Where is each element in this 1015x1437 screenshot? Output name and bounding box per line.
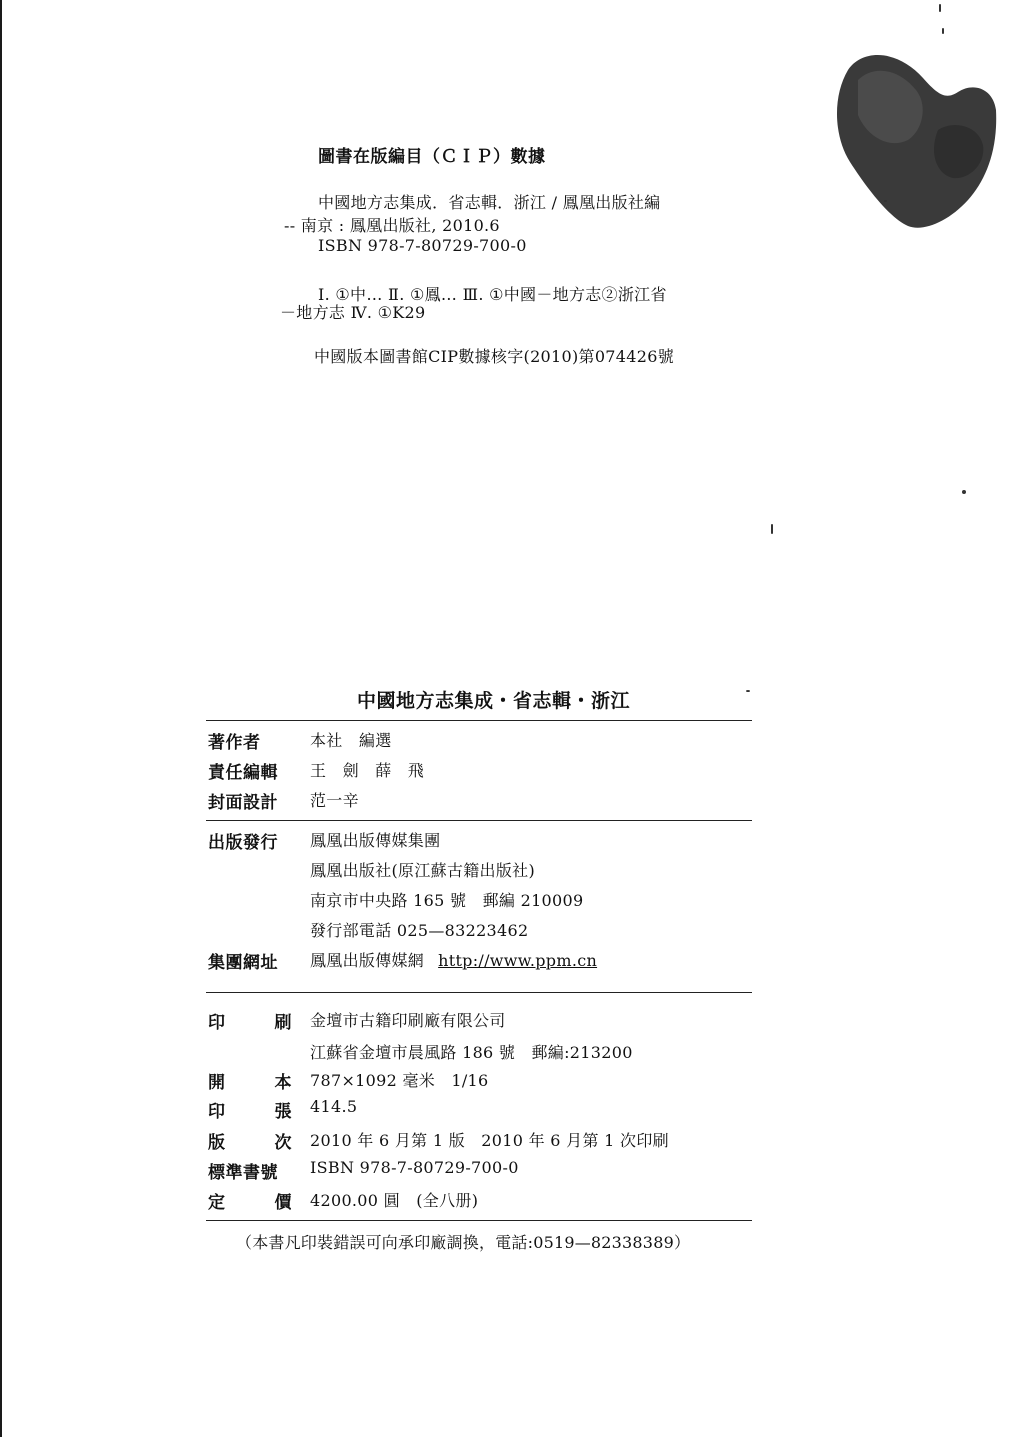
- colophon-title: 中國地方志集成・省志輯・浙江: [357, 690, 631, 712]
- author-row: [208, 728, 756, 754]
- speck-3: [746, 690, 750, 692]
- publisher-address: 南京市中央路 165 號 郵編 210009: [310, 891, 584, 910]
- isbn-row: [208, 1158, 756, 1184]
- printer-row: [208, 1008, 756, 1034]
- edition-label-char-2: 次: [274, 1133, 292, 1153]
- website-label: 集團網址: [208, 953, 278, 973]
- publisher-row-2: [208, 858, 756, 884]
- sheets-label: [208, 1097, 292, 1122]
- format-value: 787×1092 毫米 1/16: [310, 1071, 489, 1090]
- editor-value: 王 劍 薛 飛: [310, 761, 425, 780]
- printer-label-char-2: 刷: [274, 1013, 292, 1033]
- cip-isbn-line: ISBN 978-7-80729-700-0: [318, 236, 527, 255]
- publisher-phone: 發行部電話 025—83223462: [310, 921, 529, 940]
- price-label-char-2: 價: [274, 1193, 292, 1213]
- speck-1: [962, 490, 966, 494]
- cip-publication-line: -- 南京 : 鳳凰出版社, 2010.6: [284, 216, 500, 235]
- cip-record-number: 中國版本圖書館CIP數據核字(2010)第074426號: [314, 347, 675, 366]
- publisher-name: 鳳凰出版社(原江蘇古籍出版社): [310, 861, 535, 880]
- edition-value: 2010 年 6 月第 1 版 2010 年 6 月第 1 次印刷: [310, 1131, 669, 1150]
- price-label: [208, 1188, 292, 1213]
- rule-3: [206, 992, 752, 993]
- format-row: [208, 1068, 756, 1094]
- sheets-label-char-2: 張: [274, 1102, 292, 1122]
- website-link[interactable]: http://www.ppm.cn: [438, 951, 598, 970]
- publisher-row-3: [208, 888, 756, 914]
- sheets-label-char-1: 印: [208, 1102, 226, 1122]
- printer-label: [208, 1008, 292, 1033]
- format-label-char-1: 開: [208, 1073, 226, 1093]
- author-value: 本社 編選: [310, 731, 392, 750]
- isbn-value: ISBN 978-7-80729-700-0: [310, 1158, 519, 1177]
- sheets-row: [208, 1097, 756, 1123]
- publisher-label: 出版發行: [208, 833, 278, 853]
- rule-bottom: [206, 1220, 752, 1221]
- cover-design-label: 封面設計: [208, 793, 278, 813]
- cip-heading: 圖書在版編目（ＣＩＰ）數據: [318, 147, 546, 167]
- publisher-row-4: [208, 918, 756, 944]
- format-label-char-2: 本: [274, 1073, 292, 1093]
- edition-label: [208, 1128, 292, 1153]
- price-label-char-1: 定: [208, 1193, 226, 1213]
- printer-label-char-1: 印: [208, 1013, 226, 1033]
- editor-row: [208, 758, 756, 784]
- page-edge: [0, 0, 2, 1437]
- cip-title-line: 中國地方志集成．省志輯．浙江 / 鳳凰出版社編: [318, 193, 661, 212]
- price-row: [208, 1188, 756, 1214]
- rule-top: [206, 720, 752, 721]
- cip-subject-line-2: －地方志 Ⅳ. ①K29: [280, 303, 426, 322]
- rule-2: [206, 820, 752, 821]
- cover-design-row: [208, 788, 756, 814]
- cover-design-value: 范一辛: [310, 791, 359, 810]
- footnote: （本書凡印裝錯誤可向承印廠調換，電話:0519—82338389）: [236, 1233, 691, 1252]
- editor-label: 責任編輯: [208, 763, 278, 783]
- ink-smudge: [828, 40, 998, 240]
- publisher-row: [208, 828, 756, 854]
- publisher-group: 鳳凰出版傳媒集團: [310, 831, 441, 850]
- website-row: [208, 948, 756, 974]
- speck-5: [942, 28, 944, 34]
- price-value: 4200.00 圓 (全八册): [310, 1191, 479, 1210]
- speck-2: [771, 524, 773, 534]
- format-label: [208, 1068, 292, 1093]
- printer-address: 江蘇省金壇市晨風路 186 號 郵編:213200: [310, 1043, 633, 1062]
- sheets-value: 414.5: [310, 1097, 358, 1116]
- author-label: 著作者: [208, 733, 261, 753]
- speck-6: [884, 200, 887, 202]
- printer-row-2: [208, 1040, 756, 1066]
- edition-row: [208, 1128, 756, 1154]
- cip-subject-line: Ⅰ. ①中… Ⅱ. ①鳳… Ⅲ. ①中國－地方志②浙江省: [318, 285, 667, 304]
- isbn-label: 標準書號: [208, 1163, 278, 1183]
- speck-4: [939, 4, 941, 12]
- edition-label-char-1: 版: [208, 1133, 226, 1153]
- printer-name: 金壇市古籍印刷廠有限公司: [310, 1011, 506, 1030]
- website-value: [310, 948, 597, 971]
- website-name: 鳳凰出版傳媒網: [310, 951, 425, 970]
